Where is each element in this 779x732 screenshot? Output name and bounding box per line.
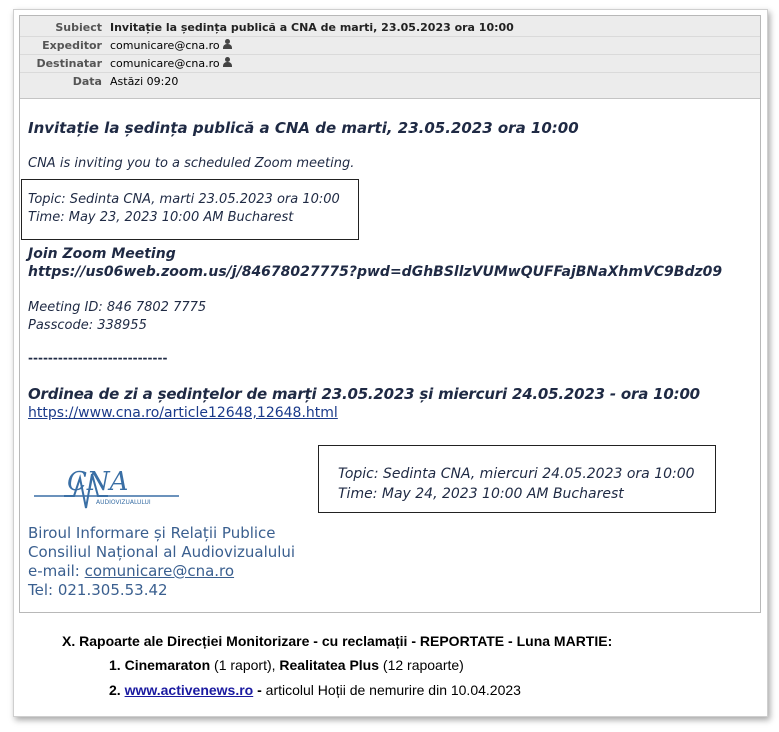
report-item-2 xyxy=(109,682,767,698)
to-value[interactable]: comunicare@cna.ro xyxy=(110,57,220,70)
report-item-1 xyxy=(109,657,767,673)
signature-line-1: Biroul Informare și Relații Publice xyxy=(28,524,276,542)
intro-text: CNA is inviting you to a scheduled Zoom meeting. xyxy=(28,156,355,171)
item1-realitatea: Realitatea Plus xyxy=(279,657,380,673)
person-icon[interactable] xyxy=(222,39,232,50)
to-field[interactable] xyxy=(110,55,232,72)
item1-count-a: (1 raport), xyxy=(210,657,280,673)
cna-logo-graphic xyxy=(34,456,184,516)
subject-value: Invitație la ședința publică a CNA de marti, 23.05.2023 ora 10:00 xyxy=(110,21,514,34)
subject-label: Subiect xyxy=(55,21,102,34)
item1-count-b: (12 rapoarte) xyxy=(379,657,464,673)
meeting-id: Meeting ID: 846 7802 7775 xyxy=(28,300,207,315)
date-value: Astăzi 09:20 xyxy=(110,75,179,88)
from-value[interactable]: comunicare@cna.ro xyxy=(110,39,220,52)
email-header xyxy=(20,16,760,99)
person-icon[interactable] xyxy=(222,57,232,68)
time-1: Time: May 23, 2023 10:00 AM Bucharest xyxy=(28,210,294,225)
agenda-title: Ordinea de zi a ședințelor de marți 23.05.2023 și miercuri 24.05.2023 - ora 10:00 xyxy=(28,385,700,403)
subject-row xyxy=(20,19,760,37)
from-field[interactable] xyxy=(110,37,232,54)
activenews-link[interactable]: www.activenews.ro xyxy=(124,682,254,698)
separator: ---------------------------- xyxy=(28,351,168,365)
to-label: Destinatar xyxy=(36,57,102,70)
cna-logo xyxy=(34,456,184,516)
item2-number: 2. xyxy=(109,682,121,698)
screenshot-frame xyxy=(13,9,768,717)
join-label: Join Zoom Meeting xyxy=(28,246,176,262)
email-prefix: e-mail: xyxy=(28,562,85,580)
signature-tel: Tel: 021.305.53.42 xyxy=(28,581,168,599)
from-row xyxy=(20,37,760,55)
join-link[interactable]: https://us06web.zoom.us/j/84678027775?pwd=dGhBSllzVUMwQUFFajBNaXhmVC9Bdz09 xyxy=(28,264,723,280)
agenda-link[interactable]: https://www.cna.ro/article12648,12648.html xyxy=(28,405,338,421)
from-label: Expeditor xyxy=(42,39,102,52)
date-row xyxy=(20,73,760,90)
time-2: Time: May 24, 2023 10:00 AM Bucharest xyxy=(338,486,624,502)
to-row xyxy=(20,55,760,73)
logo-subtitle: AUDIOVIZUALULUI xyxy=(96,499,151,506)
topic-1: Topic: Sedinta CNA, marti 23.05.2023 ora 10:00 xyxy=(28,192,340,207)
report-heading: X. Rapoarte ale Direcției Monitorizare - cu reclamații - REPORTATE - Luna MARTIE: xyxy=(62,633,613,649)
item2-dash: - xyxy=(253,682,266,698)
date-label: Data xyxy=(72,75,102,88)
signature-email-link[interactable]: comunicare@cna.ro xyxy=(84,562,235,580)
logo-letters: CNA xyxy=(67,467,129,497)
signature-line-2: Consiliul Național al Audiovizualului xyxy=(28,543,296,561)
item2-text: articolul Hoții de nemurire din 10.04.2023 xyxy=(265,682,521,698)
item1-cinemaraton: Cinemaraton xyxy=(124,657,211,673)
signature-email-row xyxy=(28,562,234,581)
passcode: Passcode: 338955 xyxy=(28,318,147,333)
item1-number: 1. xyxy=(109,657,121,673)
email-view xyxy=(19,15,761,613)
topic-2: Topic: Sedinta CNA, miercuri 24.05.2023 ora 10:00 xyxy=(338,466,695,482)
email-title: Invitație la ședința publică a CNA de marti, 23.05.2023 ora 10:00 xyxy=(28,119,579,137)
